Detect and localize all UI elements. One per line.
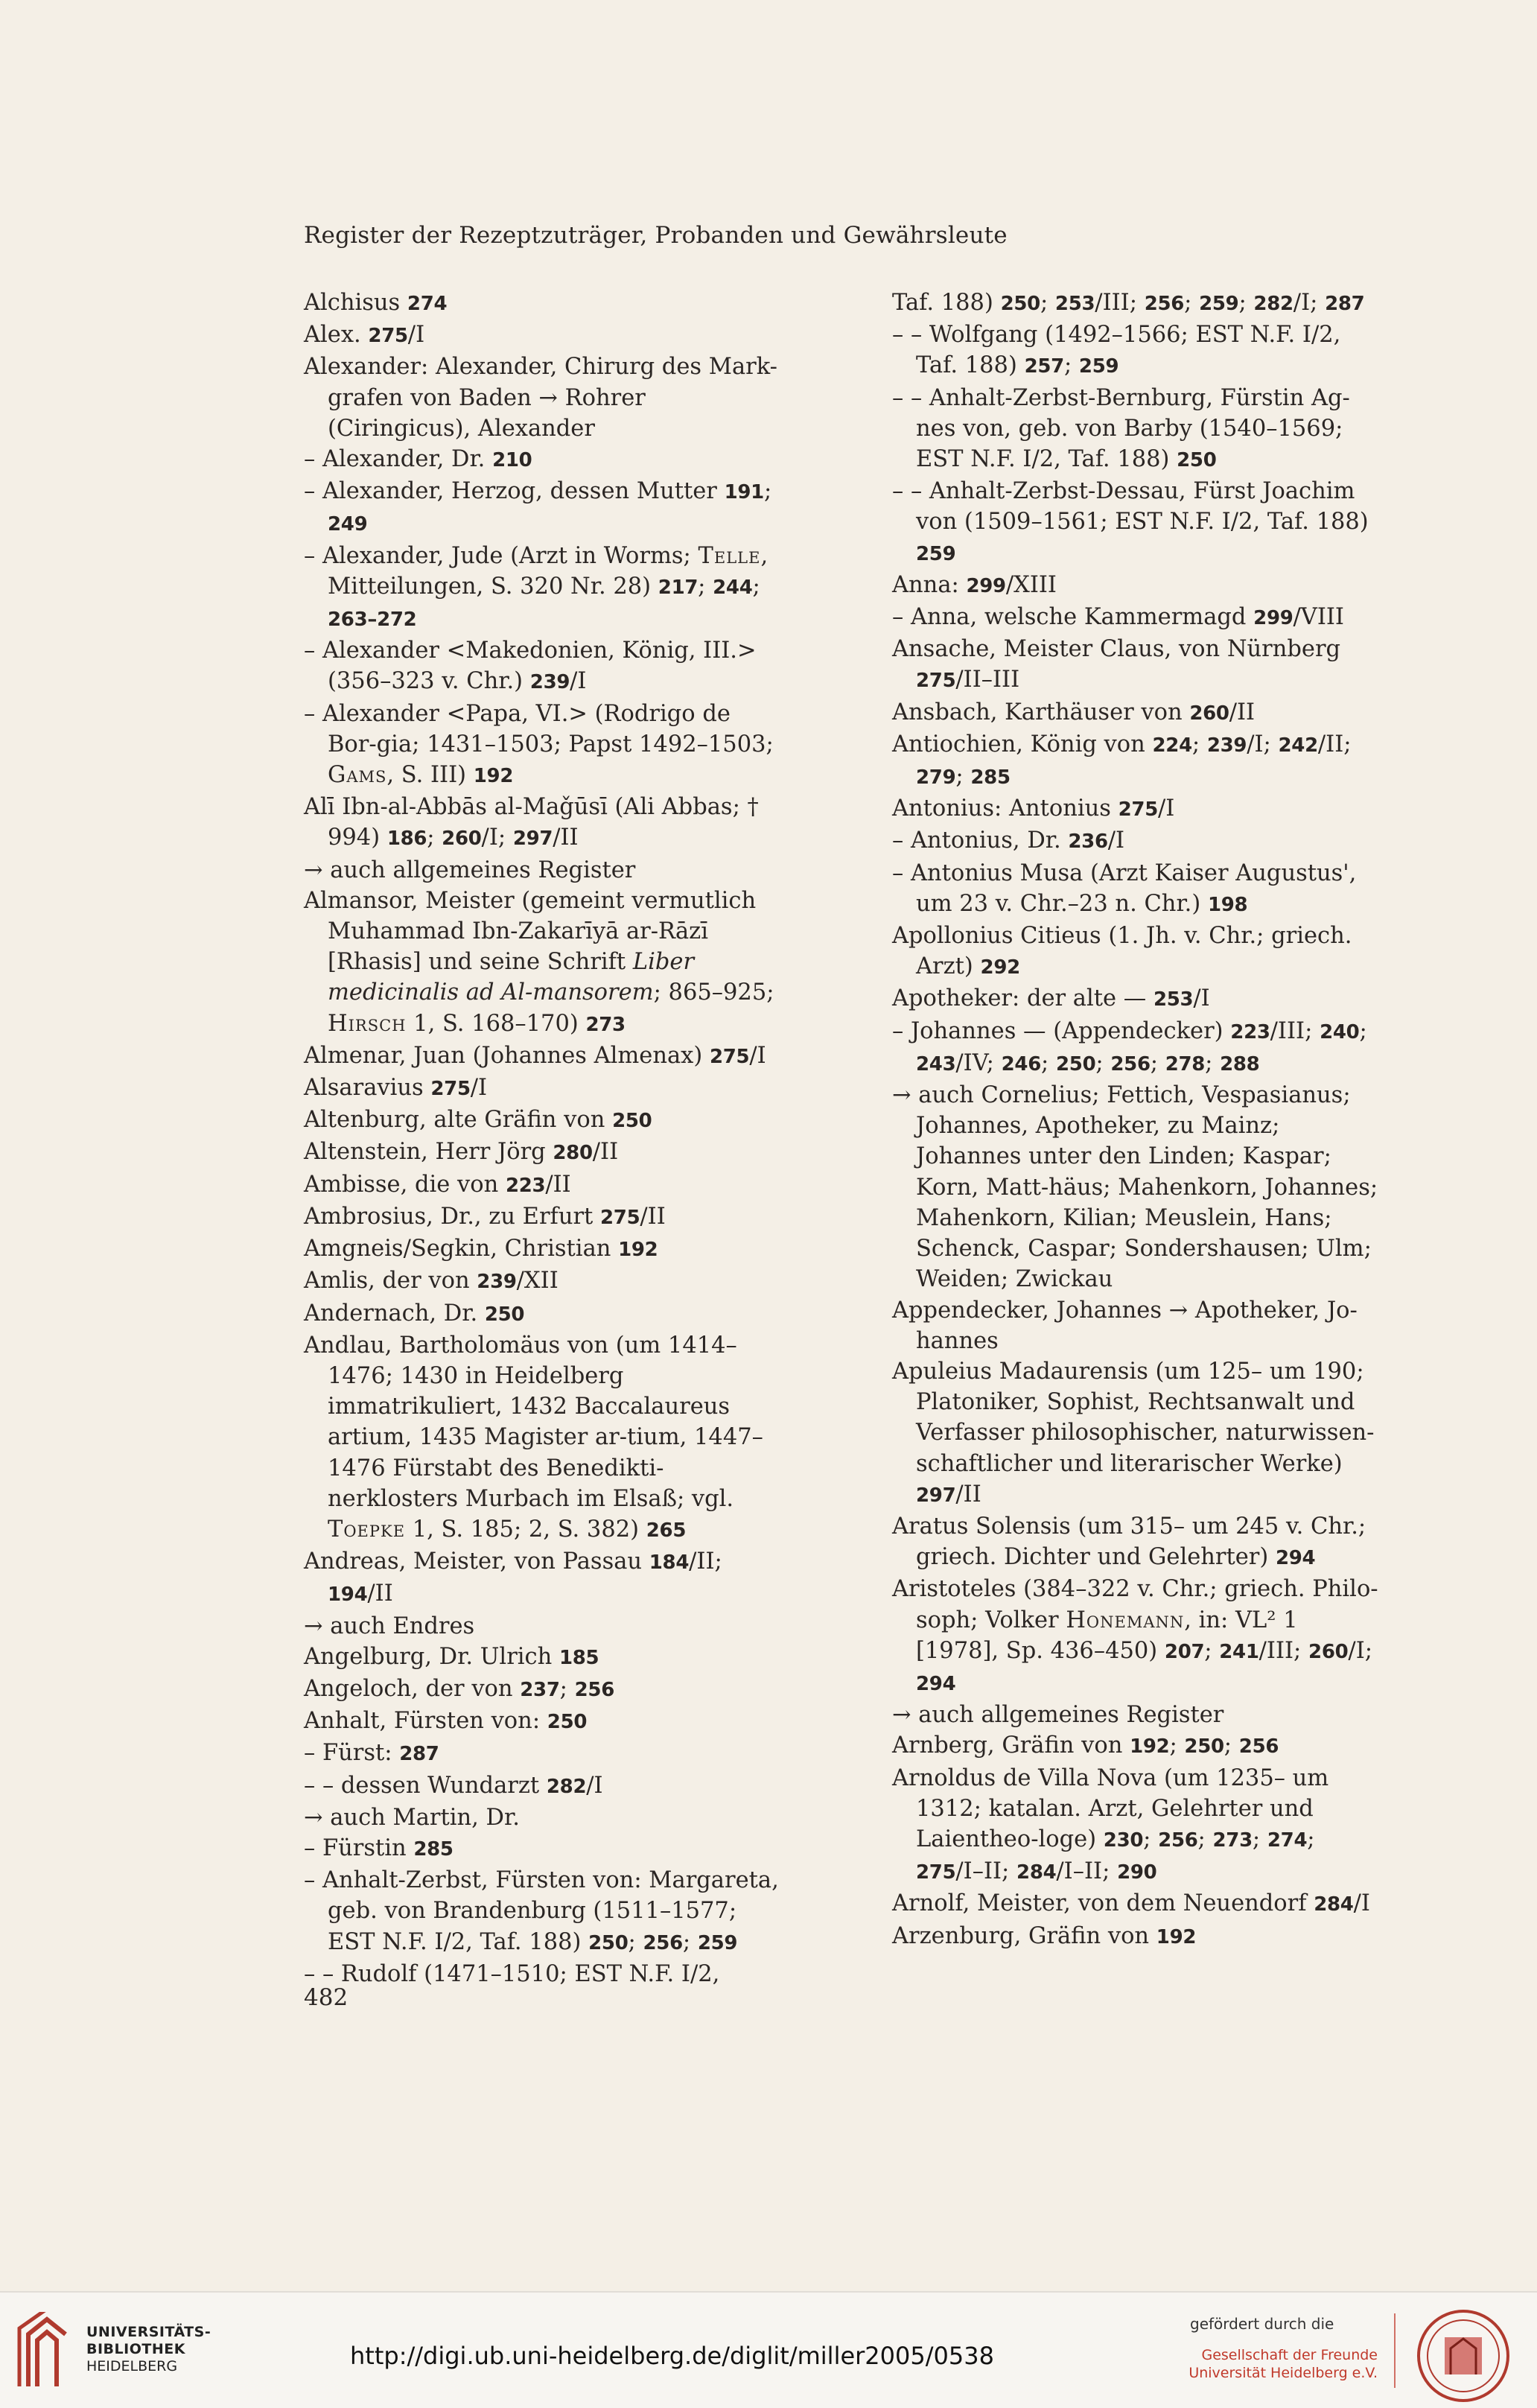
- page-reference: 256: [1158, 1829, 1198, 1852]
- page-reference: 239: [529, 671, 570, 694]
- page-reference: 299: [966, 574, 1006, 597]
- entry-text: /II: [367, 1581, 393, 1607]
- index-entry: [892, 1295, 1384, 1356]
- entry-text: /IV;: [955, 1049, 1002, 1076]
- entry-text: /I: [586, 1772, 603, 1799]
- page-reference: 210: [492, 449, 532, 472]
- library-name: UNIVERSITÄTS- BIBLIOTHEK HEIDELBERG: [86, 2324, 211, 2374]
- page-reference: 290: [1117, 1861, 1157, 1884]
- page-reference: 284: [1314, 1893, 1354, 1916]
- index-entry: [304, 1770, 780, 1802]
- index-entry: [304, 699, 780, 792]
- entry-text: , in: VL² 1 [1978], Sp. 436–450): [916, 1607, 1298, 1664]
- page-reference: 259: [697, 1931, 738, 1954]
- page-reference: 250: [484, 1303, 525, 1326]
- page-reference: 250: [1177, 449, 1217, 472]
- page-reference: 253: [1054, 293, 1095, 315]
- index-entry: [304, 1642, 780, 1674]
- entry-text: – – dessen Wundarzt: [304, 1772, 547, 1799]
- index-entry: [892, 288, 1384, 320]
- index-entry: [892, 1763, 1384, 1889]
- index-entry: [892, 383, 1384, 477]
- page-reference: 288: [1220, 1052, 1260, 1076]
- index-entry: [304, 1546, 780, 1610]
- entry-text: Alex.: [304, 322, 369, 349]
- index-entry: [304, 352, 780, 444]
- page-reference: 253: [1153, 988, 1194, 1011]
- entry-text: ;: [1063, 352, 1079, 379]
- index-entry: [304, 1265, 780, 1297]
- page-reference: 284: [1016, 1861, 1057, 1884]
- entry-text: ;: [1040, 290, 1055, 316]
- entry-text: Ansache, Meister Claus, von Nürnberg: [892, 636, 1341, 663]
- entry-text: ;: [559, 1675, 575, 1702]
- page-reference: 194: [328, 1583, 368, 1607]
- entry-text: ;: [1197, 1826, 1213, 1852]
- page-reference: 282: [546, 1775, 587, 1798]
- entry-text: – Alexander, Herzog, dessen Mutter: [304, 478, 725, 505]
- entry-text: /I: [470, 1075, 488, 1102]
- index-column-right: [892, 288, 1384, 1953]
- entry-text: Arnberg, Gräfin von: [892, 1732, 1130, 1759]
- page-reference: 299: [1253, 607, 1293, 630]
- index-entry: [304, 1298, 780, 1330]
- index-entry: [892, 793, 1384, 825]
- entry-text: ;: [1204, 1637, 1220, 1664]
- page-reference: 241: [1219, 1640, 1259, 1663]
- index-entry: [892, 825, 1384, 857]
- index-entry: [304, 1802, 780, 1833]
- entry-text: – Johannes — (Appendecker): [892, 1017, 1231, 1044]
- entry-text: ;: [1223, 1732, 1239, 1759]
- entry-text: Apotheker: der alte —: [892, 985, 1153, 1012]
- page-reference: 192: [618, 1239, 658, 1262]
- entry-text: /II: [955, 1481, 981, 1508]
- page-reference: 260: [442, 827, 482, 851]
- entry-text: – – Rudolf (1471–1510; EST N.F. I/2,: [304, 1960, 720, 1987]
- page-reference: 223: [505, 1174, 546, 1197]
- entry-text: Antonius: Antonius: [892, 795, 1118, 822]
- entry-text: ;: [698, 573, 713, 600]
- page-reference: 275: [368, 325, 408, 348]
- entry-text: /II: [545, 1171, 571, 1198]
- footer-divider: [1394, 2313, 1396, 2388]
- entry-text: – Alexander, Jude (Arzt in Worms;: [304, 542, 699, 569]
- author-name: Hirsch: [328, 1010, 407, 1037]
- entry-text: Amlis, der von: [304, 1268, 477, 1294]
- page-reference: 186: [386, 827, 427, 851]
- entry-text: Ansbach, Karthäuser von: [892, 699, 1190, 725]
- page-reference: 297: [512, 827, 553, 851]
- index-entry: [304, 1073, 780, 1105]
- entry-text: /II: [1229, 699, 1256, 725]
- entry-text: /XIII: [1005, 571, 1057, 598]
- work-title: Liber medicinalis ad Al-mansorem: [328, 949, 695, 1006]
- entry-text: – Fürstin: [304, 1834, 414, 1861]
- page-reference: 250: [1056, 1052, 1096, 1076]
- author-name: Toepke: [328, 1516, 406, 1543]
- entry-text: Anhalt, Fürsten von:: [304, 1708, 547, 1735]
- entry-text: /XII: [516, 1268, 559, 1294]
- entry-text: ;: [1169, 1732, 1185, 1759]
- index-entry: [892, 1356, 1384, 1511]
- page-reference: 274: [407, 293, 448, 315]
- entry-text: /II–III: [955, 667, 1020, 693]
- page-reference: 198: [1207, 893, 1248, 916]
- page-reference: 275: [916, 670, 956, 693]
- entry-text: ;: [763, 478, 772, 505]
- page-reference: 249: [328, 513, 368, 536]
- page-reference: 260: [1189, 702, 1229, 725]
- entry-text: – – Anhalt-Zerbst-Bernburg, Fürstin Ag-nes von, geb. von Barby (1540–1569; EST N.F. I/2, Taf. 188): [892, 384, 1350, 473]
- page-reference: 273: [585, 1013, 626, 1036]
- entry-text: /II: [640, 1203, 666, 1230]
- index-entry: [892, 729, 1384, 793]
- entry-text: /I: [749, 1042, 766, 1069]
- entry-text: ;: [682, 1928, 698, 1955]
- index-entry: [892, 602, 1384, 634]
- entry-text: /III;: [1270, 1017, 1320, 1044]
- page-reference: 256: [1144, 293, 1185, 315]
- entry-text: Arzenburg, Gräfin von: [892, 1922, 1156, 1949]
- entry-text: Almansor, Meister (gemeint vermutlich Muhammad Ibn-Zakarīyā ar-Rāzī [Rhasis] und seine Schrift: [304, 887, 757, 976]
- page-reference: 297: [916, 1484, 956, 1507]
- entry-text: Altenburg, alte Gräfin von: [304, 1107, 613, 1134]
- page-reference: 278: [1165, 1052, 1206, 1076]
- page-reference: 192: [473, 765, 514, 788]
- entry-text: – – Wolfgang (1492–1566; EST N.F. I/2, Taf. 188): [892, 322, 1341, 379]
- entry-text: Angelburg, Dr. Ulrich: [304, 1643, 559, 1670]
- index-entry: [304, 1233, 780, 1265]
- page-reference: 250: [547, 1711, 588, 1734]
- index-entry: [304, 1105, 780, 1137]
- page-reference: 250: [1184, 1735, 1224, 1759]
- entry-text: , Mitteilungen, S. 320 Nr. 28): [328, 542, 768, 600]
- entry-text: /II: [553, 825, 579, 851]
- sponsor-label: gefördert durch die: [1190, 2315, 1334, 2333]
- page-reference: 207: [1164, 1640, 1205, 1663]
- page-reference: 223: [1230, 1020, 1270, 1043]
- entry-text: – Anna, welsche Kammermagd: [892, 604, 1254, 631]
- page-reference: 285: [970, 766, 1011, 790]
- entry-text: /I;: [481, 825, 513, 851]
- entry-text: ;: [1307, 1826, 1315, 1852]
- entry-text: ;: [752, 573, 760, 600]
- entry-text: Amgneis/Segkin, Christian: [304, 1236, 619, 1262]
- entry-text: ;: [628, 1928, 643, 1955]
- entry-text: /III;: [1095, 290, 1145, 316]
- entry-text: Antiochien, König von: [892, 731, 1153, 757]
- entry-text: – Alexander <Papa, VI.> (Rodrigo de Bor-gia; 1431–1503; Papst 1492–1503;: [304, 700, 774, 757]
- author-name: Gams: [328, 762, 387, 789]
- index-entry: [892, 1730, 1384, 1762]
- page-reference: 250: [588, 1931, 629, 1954]
- entry-text: ;: [427, 825, 442, 851]
- entry-text: ;: [1191, 731, 1207, 757]
- page-reference: 240: [1320, 1020, 1360, 1043]
- entry-text: Taf. 188): [892, 290, 1001, 316]
- entry-text: 1, S. 185; 2, S. 382): [405, 1516, 646, 1543]
- page-reference: 239: [1206, 734, 1247, 757]
- entry-text: – Antonius, Dr.: [892, 827, 1069, 854]
- index-entry: [304, 1330, 780, 1546]
- entry-text: – Anhalt-Zerbst, Fürsten von: Margareta, geb. von Brandenburg (1511–1577; EST N.F. I/2, Taf. 188): [304, 1867, 779, 1955]
- page-reference: 265: [646, 1519, 687, 1542]
- page-reference: 259: [916, 542, 956, 565]
- entry-text: ;: [1205, 1049, 1221, 1076]
- index-entry: [892, 1921, 1384, 1953]
- page-reference: 257: [1024, 355, 1064, 378]
- entry-text: → auch Cornelius; Fettich, Vespasianus; Johannes, Apotheker, zu Mainz; Johannes unter den Linden; Kaspar; Korn, Matt-häus; Mahenkorn, Johannes; Mahenkorn, Kilian; Meuslein, Hans; Schenck, Caspar; Sondershausen; Ulm; Weiden; Zwickau: [892, 1082, 1378, 1293]
- entry-text: ;: [1143, 1826, 1159, 1852]
- entry-text: /I;: [1247, 731, 1279, 757]
- entry-text: Appendecker, Johannes → Apotheker, Jo-hannes: [892, 1297, 1358, 1354]
- entry-text: → auch Martin, Dr.: [304, 1804, 520, 1831]
- entry-text: Aristoteles (384–322 v. Chr.; griech. Philo-soph; Volker: [892, 1576, 1378, 1633]
- page-reference: 275: [709, 1045, 750, 1068]
- entry-text: ;: [1041, 1049, 1056, 1076]
- entry-text: 1, S. 168–170): [406, 1010, 586, 1037]
- index-entry: [304, 1865, 780, 1959]
- entry-text: ;: [1252, 1826, 1267, 1852]
- entry-text: /I–II;: [1056, 1858, 1118, 1885]
- page-reference: 250: [1000, 293, 1040, 315]
- index-entry: [304, 444, 780, 476]
- page-reference: 242: [1278, 734, 1318, 757]
- page-reference: 292: [980, 956, 1020, 979]
- index-entry: [892, 921, 1384, 983]
- index-entry: [304, 1706, 780, 1738]
- page-reference: 237: [520, 1678, 560, 1701]
- entry-text: Alexander: Alexander, Chirurg des Mark-grafen von Baden → Rohrer (Ciringicus), Alexander: [304, 354, 777, 442]
- entry-text: Ambisse, die von: [304, 1171, 506, 1198]
- entry-text: Apuleius Madaurensis (um 125– um 190; Platoniker, Sophist, Rechtsanwalt und Verfasser philosophischer, naturwissen-schaftlicher und literarischer Werke): [892, 1358, 1375, 1477]
- entry-text: Altenstein, Herr Jörg: [304, 1139, 553, 1166]
- page-reference: 263–272: [328, 609, 417, 632]
- index-entry: [304, 1611, 780, 1642]
- entry-text: Arnolf, Meister, von dem Neuendorf: [892, 1890, 1314, 1917]
- page-reference: 294: [1275, 1547, 1316, 1570]
- page-reference: 260: [1308, 1640, 1349, 1663]
- page-reference: 230: [1103, 1829, 1144, 1852]
- index-entry: [304, 320, 780, 352]
- index-entry: [304, 792, 780, 854]
- page-reference: 192: [1156, 1925, 1197, 1948]
- entry-text: /I;: [1348, 1637, 1373, 1664]
- index-entry: [892, 570, 1384, 602]
- entry-text: Andernach, Dr.: [304, 1300, 485, 1327]
- page-reference: 246: [1001, 1052, 1042, 1076]
- index-entry: [892, 1888, 1384, 1920]
- page-reference: 244: [713, 576, 753, 599]
- page-reference: 259: [1199, 293, 1239, 315]
- page-reference: 275: [600, 1206, 640, 1229]
- page-reference: 243: [916, 1052, 956, 1076]
- entry-text: Alsaravius: [304, 1075, 431, 1102]
- index-entry: [304, 288, 780, 320]
- index-entry: [892, 1574, 1384, 1700]
- index-entry: [304, 855, 780, 886]
- entry-text: – – Anhalt-Zerbst-Dessau, Fürst Joachim von (1509–1561; EST N.F. I/2, Taf. 188): [892, 478, 1369, 536]
- page-reference: 217: [658, 576, 699, 599]
- running-head: Register der Rezeptzuträger, Probanden und Gewährsleute: [304, 222, 1008, 249]
- sponsor-organization: Gesellschaft der Freunde Universität Heidelberg e.V.: [1188, 2347, 1378, 2381]
- entry-text: – Alexander <Makedonien, König, III.> (356–323 v. Chr.): [304, 638, 757, 695]
- index-entry: [304, 541, 780, 636]
- library-logo-icon: [13, 2312, 80, 2394]
- index-entry: [304, 1959, 780, 1989]
- page-reference: 275: [1118, 798, 1159, 822]
- page-reference: 256: [1110, 1052, 1151, 1076]
- footer-bar: [0, 2291, 1537, 2408]
- entry-text: – Fürst:: [304, 1740, 400, 1767]
- page-reference: 184: [649, 1551, 690, 1575]
- index-column-left: [304, 288, 780, 1989]
- index-entry: [892, 1080, 1384, 1294]
- page-reference: 273: [1212, 1829, 1253, 1852]
- entry-text: – Antonius Musa (Arzt Kaiser Augustus', um 23 v. Chr.–23 n. Chr.): [892, 860, 1357, 917]
- page-reference: 280: [553, 1142, 593, 1165]
- index-entry: [892, 1016, 1384, 1080]
- entry-text: ;: [1359, 1017, 1367, 1044]
- entry-text: /II;: [1317, 731, 1352, 757]
- page-reference: 191: [724, 481, 764, 504]
- index-entry: [304, 1833, 780, 1865]
- entry-text: /I: [1193, 985, 1210, 1012]
- entry-text: , S. III): [386, 762, 474, 789]
- entry-text: /II;: [689, 1548, 722, 1575]
- page-reference: 275: [430, 1078, 471, 1101]
- entry-text: Almenar, Juan (Johannes Almenax): [304, 1042, 710, 1069]
- index-entry: [892, 320, 1384, 382]
- entry-text: ;: [1150, 1049, 1165, 1076]
- entry-text: → auch allgemeines Register: [304, 857, 636, 883]
- entry-text: → auch Endres: [304, 1613, 475, 1639]
- entry-text: ;: [1238, 290, 1254, 316]
- entry-text: Andlau, Bartholomäus von (um 1414–1476; 1430 in Heidelberg immatrikuliert, 1432 Baccalaureus artium, 1435 Magister ar-tium, 1447–1476 Fürstabt des Benedikti-nerklosters Murbach im Elsaß; vgl.: [304, 1332, 763, 1512]
- index-entry: [892, 697, 1384, 729]
- index-entry: [892, 1700, 1384, 1730]
- index-entry: [304, 476, 780, 540]
- author-name: Honemann: [1066, 1607, 1185, 1633]
- entry-text: Alchisus: [304, 290, 407, 316]
- page-reference: 256: [643, 1931, 683, 1954]
- index-entry: [892, 1511, 1384, 1574]
- page-reference: 239: [477, 1271, 517, 1294]
- permalink-url[interactable]: http://digi.ub.uni-heidelberg.de/diglit/miller2005/0538: [350, 2342, 994, 2370]
- entry-text: /I–II;: [955, 1858, 1017, 1885]
- entry-text: ;: [1095, 1049, 1111, 1076]
- page-reference: 282: [1253, 293, 1293, 315]
- entry-text: ; 865–925;: [653, 979, 774, 1006]
- page-reference: 259: [1078, 355, 1119, 378]
- page-reference: 275: [916, 1861, 956, 1884]
- entry-text: Andreas, Meister, von Passau: [304, 1548, 649, 1575]
- page-reference: 287: [399, 1743, 439, 1766]
- entry-text: – Alexander, Dr.: [304, 446, 493, 473]
- index-entry: [892, 858, 1384, 921]
- entry-text: Ambrosius, Dr., zu Erfurt: [304, 1203, 600, 1230]
- entry-text: → auch allgemeines Register: [892, 1702, 1224, 1729]
- index-entry: [304, 886, 780, 1041]
- page-number: 482: [304, 1984, 349, 2011]
- index-entry: [892, 476, 1384, 570]
- index-entry: [304, 635, 780, 698]
- index-entry: [304, 1169, 780, 1201]
- author-name: Telle: [698, 542, 761, 569]
- page-reference: 224: [1152, 734, 1192, 757]
- index-entry: [304, 1201, 780, 1233]
- entry-text: /VIII: [1293, 604, 1344, 631]
- index-entry: [304, 1041, 780, 1073]
- entry-text: ;: [955, 763, 971, 790]
- entry-text: ;: [1184, 290, 1200, 316]
- page-reference: 185: [559, 1646, 599, 1669]
- page-reference: 287: [1325, 293, 1365, 315]
- page-reference: 250: [612, 1110, 652, 1133]
- entry-text: Apollonius Citieus (1. Jh. v. Chr.; griech. Arzt): [892, 923, 1352, 980]
- index-entry: [304, 1137, 780, 1169]
- page-reference: 256: [574, 1678, 614, 1701]
- entry-text: Anna:: [892, 571, 967, 598]
- page-reference: 256: [1238, 1735, 1279, 1759]
- entry-text: /I: [1107, 827, 1125, 854]
- entry-text: Alī Ibn-al-Abbās al-Maǧūsī (Ali Abbas; † 994): [304, 794, 759, 851]
- entry-text: /I: [407, 322, 425, 349]
- entry-text: /I: [570, 668, 587, 695]
- page-reference: 294: [916, 1672, 956, 1695]
- page-reference: 236: [1068, 830, 1108, 854]
- page-reference: 279: [916, 766, 956, 790]
- page-reference: 274: [1267, 1829, 1308, 1852]
- entry-text: Angeloch, der von: [304, 1675, 521, 1702]
- page-reference: 285: [413, 1837, 454, 1861]
- index-entry: [304, 1738, 780, 1770]
- index-entry: [304, 1674, 780, 1706]
- page-reference: 192: [1130, 1735, 1170, 1759]
- entry-text: Arnoldus de Villa Nova (um 1235– um 1312; katalan. Arzt, Gelehrter und Laientheo-loge): [892, 1764, 1329, 1852]
- entry-text: Aratus Solensis (um 315– um 245 v. Chr.; griech. Dichter und Gelehrter): [892, 1513, 1366, 1571]
- entry-text: /II: [592, 1139, 619, 1166]
- entry-text: /I: [1353, 1890, 1370, 1917]
- index-entry: [892, 983, 1384, 1015]
- entry-text: /I: [1158, 795, 1175, 822]
- entry-text: /I;: [1293, 290, 1326, 316]
- university-seal-icon: [1415, 2307, 1512, 2404]
- entry-text: /III;: [1258, 1637, 1309, 1664]
- index-entry: [892, 634, 1384, 696]
